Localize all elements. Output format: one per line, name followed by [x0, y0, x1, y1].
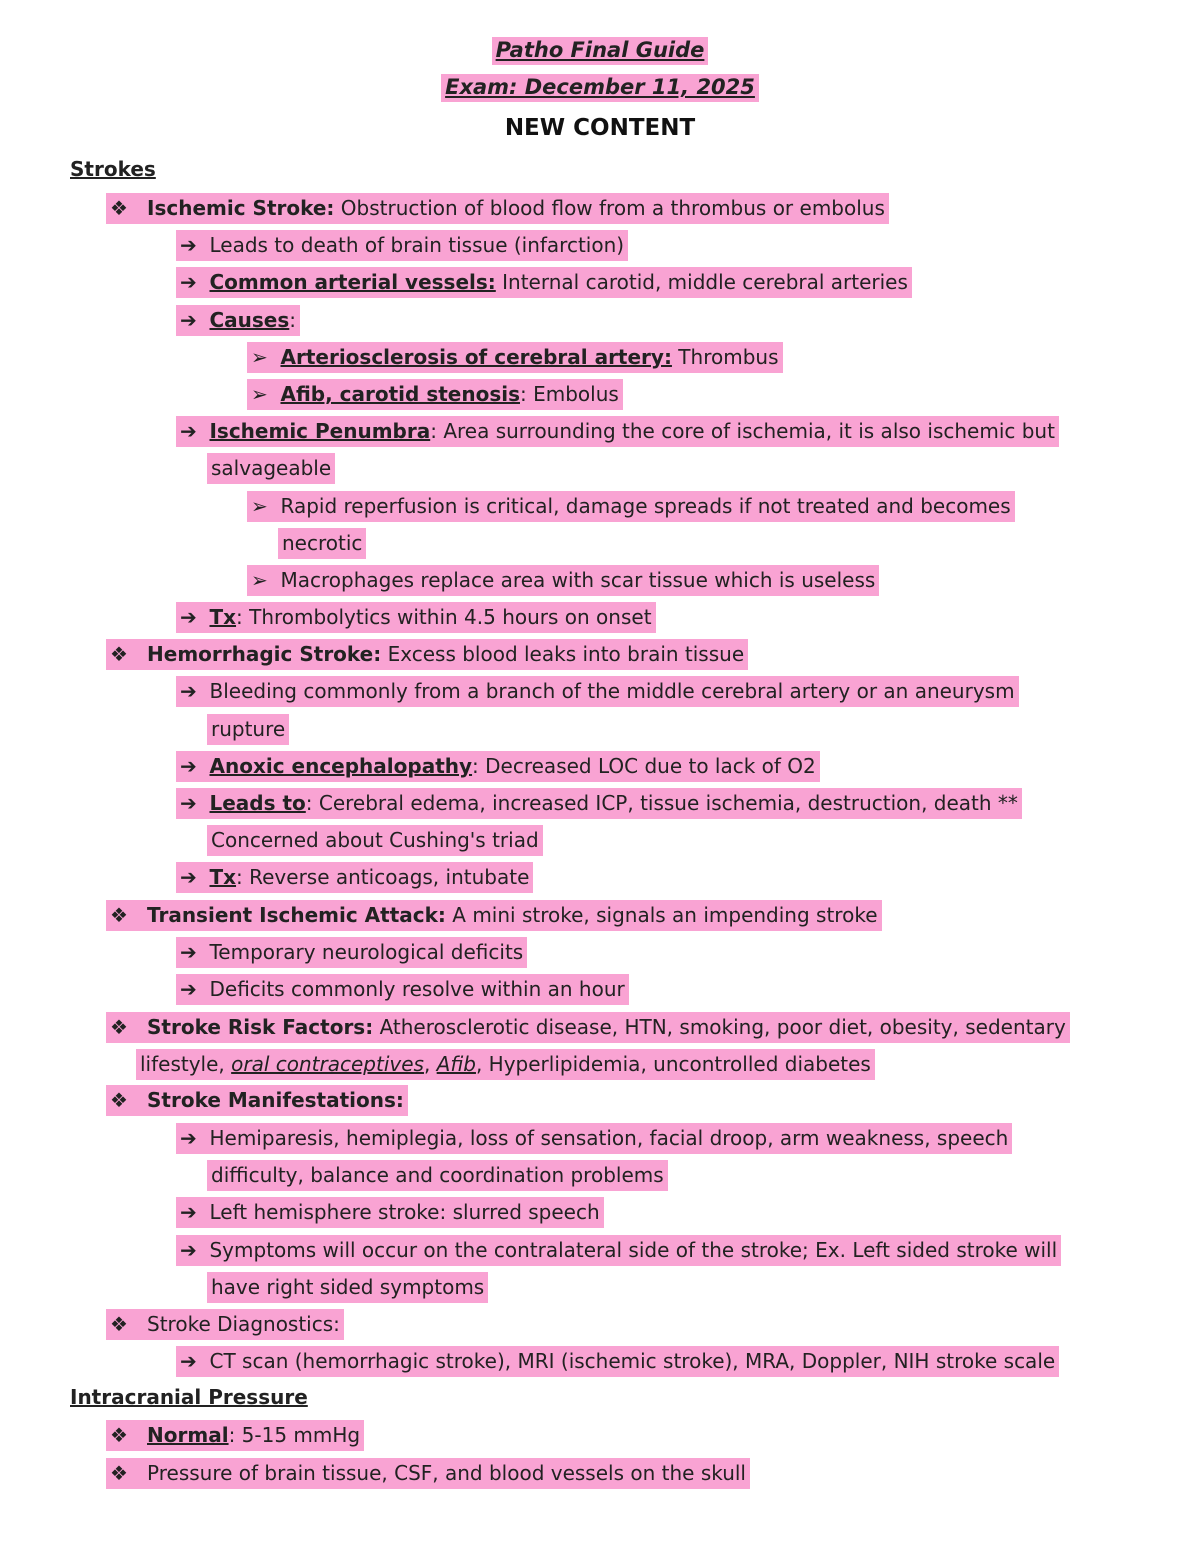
list-item: ➔ Tx: Reverse anticoags, intubate — [176, 864, 533, 890]
section-heading-strokes: Strokes — [70, 157, 156, 181]
list-item: ➔ Symptoms will occur on the contralateral side of the stroke; Ex. Left sided stroke will — [176, 1237, 1061, 1263]
arrow-bullet-icon: ➔ — [180, 1238, 197, 1262]
list-item: ❖ Normal: 5-15 mmHg — [106, 1422, 364, 1448]
section-heading-icp: Intracranial Pressure — [70, 1385, 308, 1409]
arrow-bullet-icon: ➔ — [180, 679, 197, 703]
diamond-bullet-icon: ❖ — [110, 1461, 128, 1485]
list-item: ➔ Deficits commonly resolve within an hour — [176, 976, 629, 1002]
arrowhead-bullet-icon: ➢ — [251, 345, 268, 369]
list-item: ➔ Temporary neurological deficits — [176, 939, 527, 965]
list-item-continuation: lifestyle, oral contraceptives, Afib, Hyperlipidemia, uncontrolled diabetes — [136, 1051, 875, 1077]
arrow-bullet-icon: ➔ — [180, 605, 197, 629]
list-item-continuation: difficulty, balance and coordination problems — [207, 1162, 668, 1188]
list-item: ➔ Ischemic Penumbra: Area surrounding the core of ischemia, it is also ischemic but — [176, 418, 1059, 444]
arrow-bullet-icon: ➔ — [180, 940, 197, 964]
arrow-bullet-icon: ➔ — [180, 791, 197, 815]
list-item: ❖ Transient Ischemic Attack: A mini stroke, signals an impending stroke — [106, 902, 882, 928]
list-item-continuation: salvageable — [207, 455, 335, 481]
arrowhead-bullet-icon: ➢ — [251, 382, 268, 406]
arrow-bullet-icon: ➔ — [180, 270, 197, 294]
list-item: ➔ Leads to death of brain tissue (infarction) — [176, 232, 628, 258]
list-item: ❖ Stroke Diagnostics: — [106, 1311, 344, 1337]
diamond-bullet-icon: ❖ — [110, 642, 128, 666]
arrow-bullet-icon: ➔ — [180, 865, 197, 889]
arrowhead-bullet-icon: ➢ — [251, 568, 268, 592]
diamond-bullet-icon: ❖ — [110, 1423, 128, 1447]
list-item: ➔ Common arterial vessels: Internal carotid, middle cerebral arteries — [176, 269, 912, 295]
arrowhead-bullet-icon: ➢ — [251, 494, 268, 518]
list-item: ➔ Left hemisphere stroke: slurred speech — [176, 1199, 604, 1225]
arrow-bullet-icon: ➔ — [180, 1126, 197, 1150]
list-item: ❖ Stroke Risk Factors: Atherosclerotic disease, HTN, smoking, poor diet, obesity, sedentary — [106, 1014, 1070, 1040]
diamond-bullet-icon: ❖ — [110, 903, 128, 927]
list-item: ➔ CT scan (hemorrhagic stroke), MRI (ischemic stroke), MRA, Doppler, NIH stroke scale — [176, 1348, 1059, 1374]
list-item: ➔ Leads to: Cerebral edema, increased ICP, tissue ischemia, destruction, death ** — [176, 790, 1022, 816]
arrow-bullet-icon: ➔ — [180, 419, 197, 443]
arrow-bullet-icon: ➔ — [180, 233, 197, 257]
list-item: ❖ Pressure of brain tissue, CSF, and blood vessels on the skull — [106, 1460, 750, 1486]
diamond-bullet-icon: ❖ — [110, 1015, 128, 1039]
list-item: ➔ Hemiparesis, hemiplegia, loss of sensation, facial droop, arm weakness, speech — [176, 1125, 1012, 1151]
list-item: ➔ Anoxic encephalopathy: Decreased LOC due to lack of O2 — [176, 753, 820, 779]
list-item: ➢ Macrophages replace area with scar tissue which is useless — [247, 567, 879, 593]
list-item: ➢ Arteriosclerosis of cerebral artery: Thrombus — [247, 344, 783, 370]
arrow-bullet-icon: ➔ — [180, 1200, 197, 1224]
list-item-continuation: have right sided symptoms — [207, 1274, 488, 1300]
list-item: ❖ Hemorrhagic Stroke: Excess blood leaks into brain tissue — [106, 641, 748, 667]
doc-title: Patho Final Guide — [0, 38, 1200, 62]
arrow-bullet-icon: ➔ — [180, 977, 197, 1001]
list-item: ➔ Tx: Thrombolytics within 4.5 hours on onset — [176, 604, 656, 630]
arrow-bullet-icon: ➔ — [180, 1349, 197, 1373]
diamond-bullet-icon: ❖ — [110, 1312, 128, 1336]
arrow-bullet-icon: ➔ — [180, 308, 197, 332]
diamond-bullet-icon: ❖ — [110, 196, 128, 220]
list-item: ❖ Stroke Manifestations: — [106, 1087, 408, 1113]
exam-date: Exam: December 11, 2025 — [0, 75, 1200, 99]
diamond-bullet-icon: ❖ — [110, 1088, 128, 1112]
list-item-continuation: rupture — [207, 716, 289, 742]
arrow-bullet-icon: ➔ — [180, 754, 197, 778]
list-item: ➢ Afib, carotid stenosis: Embolus — [247, 381, 623, 407]
list-item: ➢ Rapid reperfusion is critical, damage spreads if not treated and becomes — [247, 493, 1015, 519]
list-item-continuation: necrotic — [278, 530, 366, 556]
list-item: ➔ Causes: — [176, 307, 300, 333]
list-item-continuation: Concerned about Cushing's triad — [207, 827, 543, 853]
list-item: ➔ Bleeding commonly from a branch of the middle cerebral artery or an aneurysm — [176, 678, 1019, 704]
list-item: ❖ Ischemic Stroke: Obstruction of blood flow from a thrombus or embolus — [106, 195, 889, 221]
new-content-heading: NEW CONTENT — [504, 115, 696, 141]
